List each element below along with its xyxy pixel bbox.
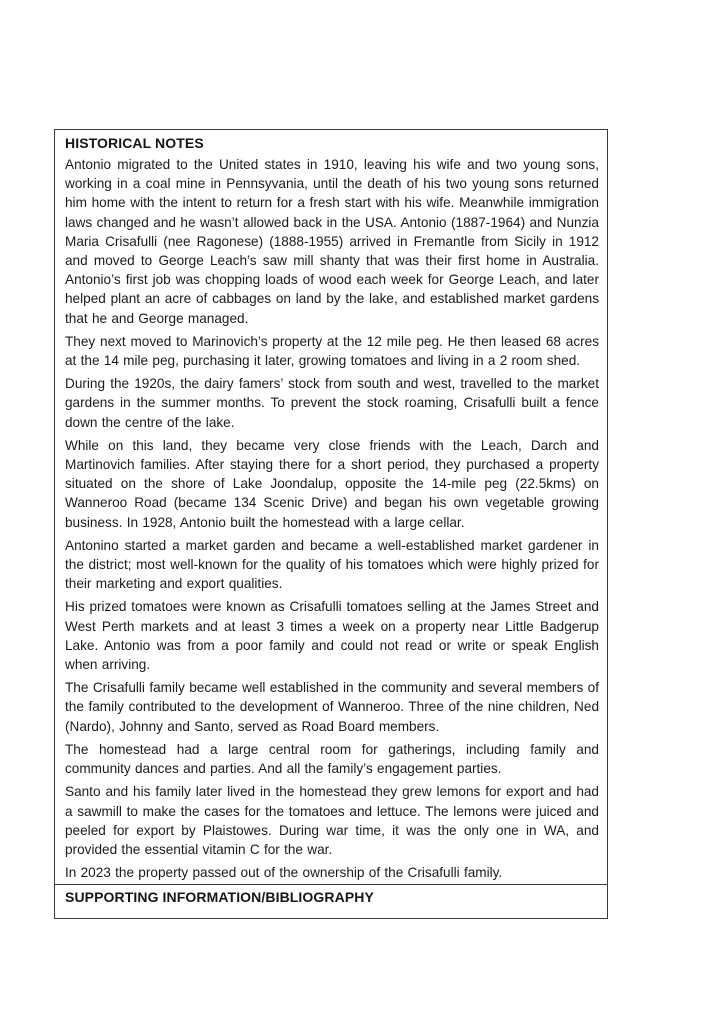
paragraph: His prized tomatoes were known as Crisafulli tomatoes selling at the James Street and West Perth markets and at least 3 times a week on a property near Little Badgerup Lake. Antonio was from a poor family and could not read or write or speak English when arriving. (65, 599, 599, 673)
historical-notes-heading: HISTORICAL NOTES (65, 135, 204, 151)
paragraph: Santo and his family later lived in the homestead they grew lemons for export and had a sawmill to make the cases for the tomatoes and lettuce. The lemons were juiced and peeled for export by Plaistowes. During war time, it was the only one in WA, and provided the essential vitamin C for the war. (65, 784, 599, 857)
supporting-information-section (55, 884, 607, 918)
paragraph: While on this land, they became very close friends with the Leach, Darch and Martinovich families. After staying there for a short period, they purchased a property situated on the shore of Lake Joondalup, opposite the 14-mile peg (22.5kms) on Wanneroo Road (became 134 Scenic Drive) and began his own vegetable growing business. In 1928, Antonio built the homestead with a large cellar. (65, 437, 599, 530)
supporting-information-heading: SUPPORTING INFORMATION/BIBLIOGRAPHY (65, 889, 374, 905)
historical-notes-table (54, 129, 608, 919)
paragraph: Antonio migrated to the United states in 1910, leaving his wife and two young sons, working in a coal mine in Pennsyvania, until the death of his two young sons returned him home with the intent to return for a fresh start with his wife. Meanwhile immigration laws changed and he wasn’t allowed back in the USA. Antonio (1887-1964) and Nunzia Maria Crisafulli (nee Ragonese) (1888-1955) arrived in Fremantle from Sicily in 1912 and moved to George Leach’s saw mill shanty that was their first home in Australia. Antonio’s first job was chopping loads of wood each week for George Leach, and later helped plant an acre of cabbages on land by the lake, and established market gardens that he and George managed. (65, 157, 599, 326)
paragraph: The Crisafulli family became well established in the community and several members of the family contributed to the development of Wanneroo. Three of the nine children, Ned (Nardo), Johnny and Santo, served as Road Board members. (65, 680, 599, 734)
paragraph: They next moved to Marinovich’s property at the 12 mile peg. He then leased 68 acres at the 14 mile peg, purchasing it later, growing tomatoes and living in a 2 room shed. (65, 333, 599, 369)
paragraph: In 2023 the property passed out of the ownership of the Crisafulli family. (65, 865, 503, 881)
paragraph: During the 1920s, the dairy famers’ stock from south and west, travelled to the market gardens in the summer months. To prevent the stock roaming, Crisafulli built a fence down the centre of the lake. (65, 376, 599, 430)
paragraph: The homestead had a large central room for gatherings, including family and community dances and parties. And all the family’s engagement parties. (65, 741, 599, 777)
paragraph: Antonino started a market garden and became a well-established market gardener in the district; most well-known for the quality of his tomatoes which were highly prized for their marketing and export qualities. (65, 537, 599, 592)
historical-notes-section (55, 130, 607, 884)
